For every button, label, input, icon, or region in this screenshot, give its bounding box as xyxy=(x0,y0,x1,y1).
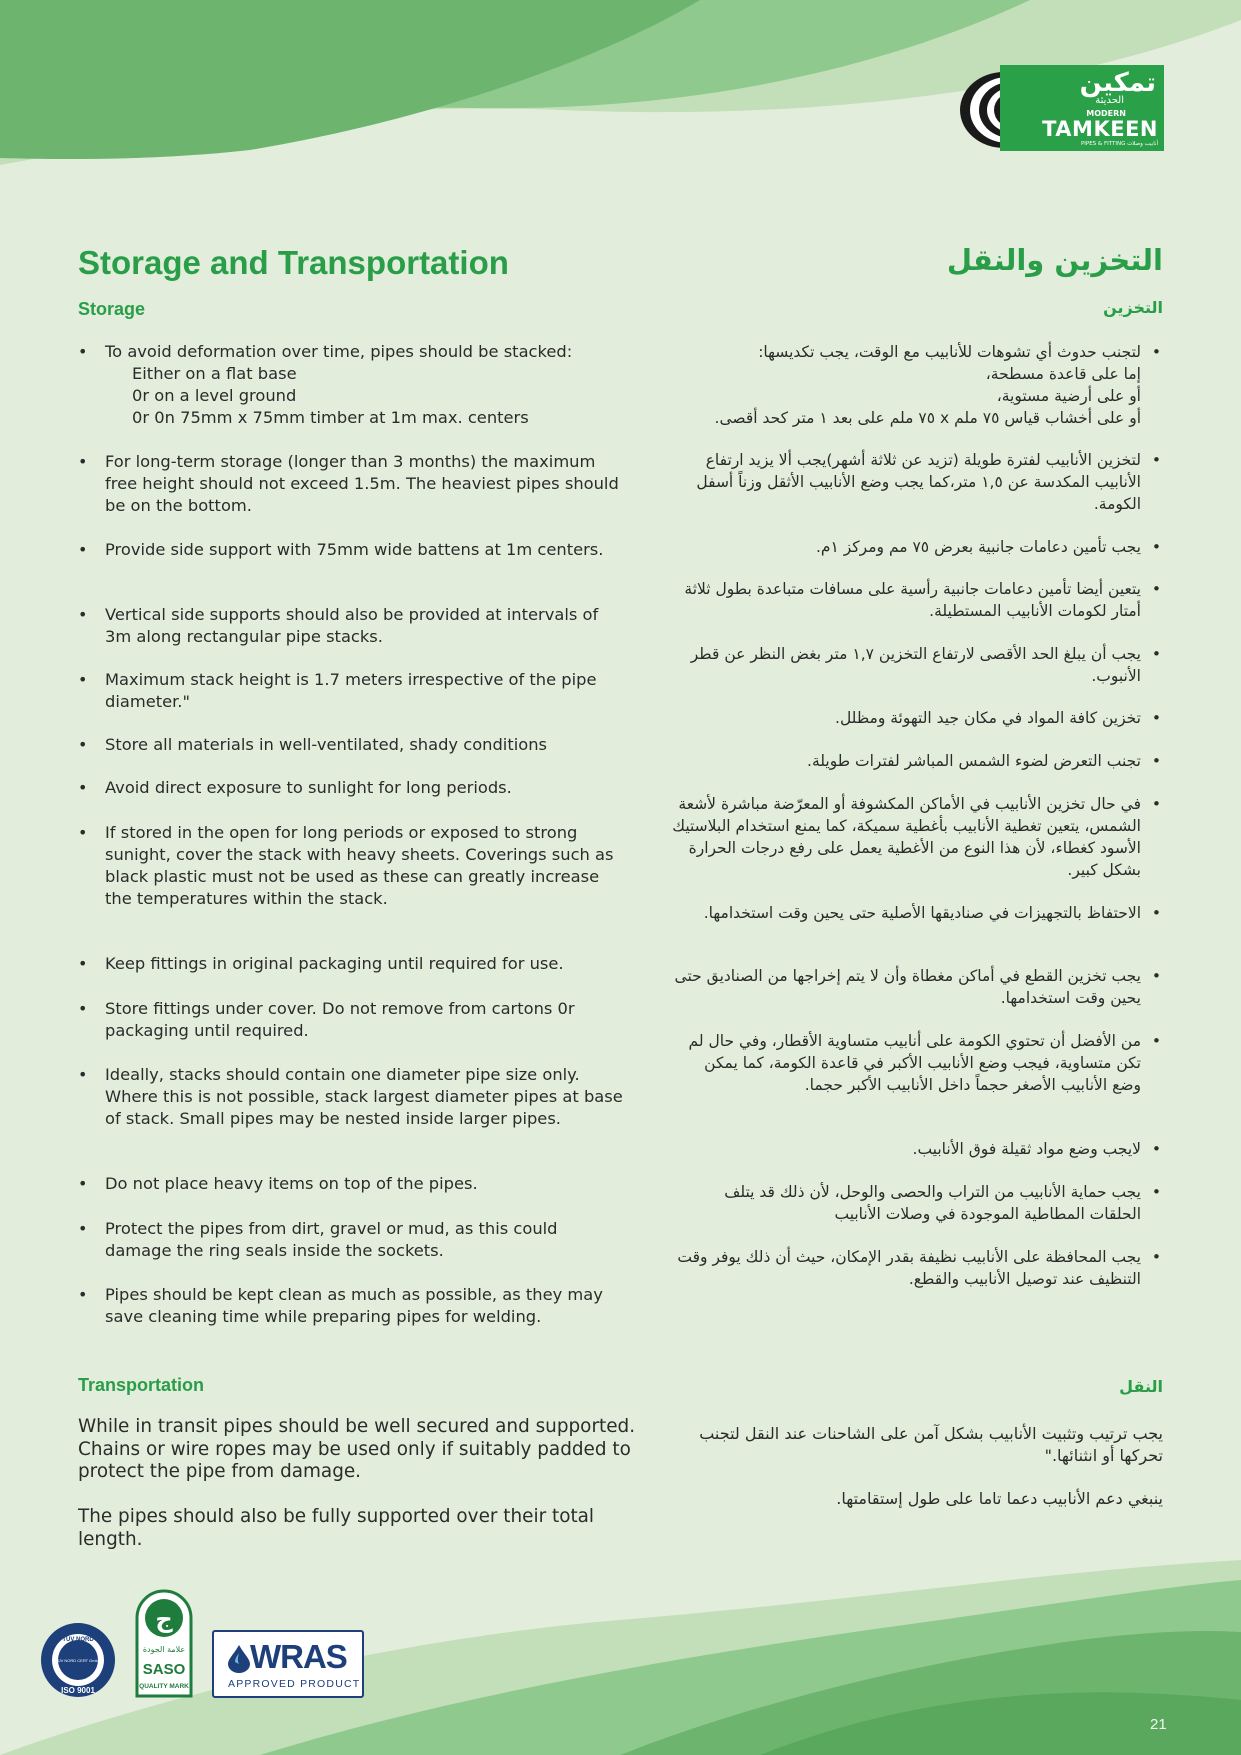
list-item: • Avoid direct exposure to sunlight for long periods. xyxy=(78,777,625,799)
list-subitem: أو على أرضية مستوية، xyxy=(996,387,1141,405)
list-item: • يجب حماية الأنابيب من التراب والحصى والوحل، لأن ذلك قد يتلف الحلقات المطاطية الموجودة في وصلات الأنابيب xyxy=(671,1181,1163,1225)
transport-paragraph-en: While in transit pipes should be well secured and supported. Chains or wire ropes may be used only if suitably padded to protect the pipe from damage. xyxy=(78,1416,636,1482)
wras-text: WRAS xyxy=(250,1638,347,1675)
list-item: • تخزين كافة المواد في مكان جيد التهوئة ومظلل. xyxy=(541,707,1163,729)
list-item: • يجب المحافظة على الأنابيب نظيفة بقدر الإمكان، حيث أن ذلك يوفر وقت التنظيف عند توصيل الأنابيب والقطع. xyxy=(671,1246,1163,1290)
list-item: • لتخزين الأنابيب لفترة طويلة (تزيد عن ثلاثة أشهر)يجب ألا يزيد ارتفاع الأنابيب المكدسة عن ١,٥ متر،كما يجب وضع الأنابيب الأثقل وزناً أسفل الكومة. xyxy=(671,449,1163,515)
list-item: • يجب تأمين دعامات جانبية بعرض ٧٥ مم ومركز ١م. xyxy=(541,536,1163,558)
saso-text: SASO xyxy=(142,1661,186,1678)
list-subitem: 0r 0n 75mm x 75mm timber at 1m max. centers xyxy=(132,408,529,427)
list-item: • Keep fittings in original packaging until required for use. xyxy=(78,953,625,975)
page-number: 21 xyxy=(1150,1716,1167,1733)
list-item: • يتعين أيضا تأمين دعامات جانبية رأسية على مسافات متباعدة بطول ثلاثة أمتار لكومات الأنابيب المستطيلة. xyxy=(671,578,1163,622)
list-subitem: إما على قاعدة مسطحة، xyxy=(985,365,1141,383)
logo-arabic-sub: الحديثة xyxy=(1095,95,1124,106)
logo-green-box xyxy=(1000,65,1164,151)
list-item: • Protect the pipes from dirt, gravel or mud, as this could damage the ring seals inside the sockets. xyxy=(78,1218,625,1262)
list-item-text: To avoid deformation over time, pipes should be stacked: xyxy=(105,342,573,361)
saso-glyph: ج xyxy=(155,1605,173,1633)
logo-tagline: PIPES & FITTING أنابيب وصلات xyxy=(1080,141,1158,147)
list-subitem: Either on a flat base xyxy=(132,364,297,383)
list-item: • Store fittings under cover. Do not remove from cartons 0r packaging until required. xyxy=(78,998,625,1042)
list-item: • Provide side support with 75mm wide battens at 1m centers. xyxy=(78,539,625,561)
tuv-top-text: TÜV NORD xyxy=(62,1637,94,1643)
list-item: • Ideally, stacks should contain one diameter pipe size only. Where this is not possible, stack largest diameter pipes at base of stack. Small pipes may be nested inside larger pipes. xyxy=(78,1064,625,1130)
list-item: • لايجب وضع مواد ثقيلة فوق الأنابيب. xyxy=(541,1138,1163,1160)
transport-paragraph-en: The pipes should also be fully supported over their total length. xyxy=(78,1506,595,1550)
list-item: • Pipes should be kept clean as much as possible, as they may save cleaning time while preparing pipes for welding. xyxy=(78,1284,625,1328)
list-item: • If stored in the open for long periods or exposed to strong sunight, cover the stack with heavy sheets. Coverings such as black plastic must not be used as these can greatly increase the temperatures within the stack. xyxy=(78,822,625,910)
transport-paragraph-ar: يجب ترتيب وتثبيت الأنابيب بشكل آمن على الشاحنات عند النقل لتجنب تحركها أو انثنائها." xyxy=(699,1424,1163,1465)
list-item: • Store all materials in well-ventilated, shady conditions xyxy=(78,734,625,756)
list-subitem: 0r on a level ground xyxy=(132,386,297,405)
wras-sub: APPROVED PRODUCT xyxy=(228,1678,361,1690)
list-item: • Vertical side supports should also be provided at intervals of 3m along rectangular pipe stacks. xyxy=(78,604,625,648)
list-item: • يجب تخزين القطع في أماكن مغطاة وأن لا يتم إخراجها من الصناديق حتى يحين وقت استخدامها. xyxy=(671,965,1163,1009)
list-item: • الاحتفاظ بالتجهيزات في صناديقها الأصلية حتى يحين وقت استخدامها. xyxy=(671,902,1163,924)
logo-modern: MODERN xyxy=(1086,109,1126,118)
water-drop-icon xyxy=(226,1644,252,1674)
tuv-mid-text: TÜV NORD CERT GmbH xyxy=(55,1658,101,1663)
list-item: • Do not place heavy items on top of the pipes. xyxy=(78,1173,625,1195)
saso-quality-badge xyxy=(135,1588,193,1698)
saso-sub: QUALITY MARK xyxy=(139,1683,189,1690)
saso-arabic: علامة الجودة xyxy=(142,1645,186,1654)
list-item: • في حال تخزين الأنابيب في الأماكن المكشوفة أو المعرّضة مباشرة لأشعة الشمس، يتعين تغطية الأنابيب بأغطية سميكة، كما يمنع استخدام البلاستيك الأسود كغطاء، لأن هذا النوع من الأغطية يعمل على رفع درجات الحرارة بشكل كبير. xyxy=(671,793,1163,881)
page-title-ar: التخزين والنقل xyxy=(946,243,1163,277)
transport-heading-en: Transportation xyxy=(78,1375,205,1395)
transport-paragraph-ar: ينبغي دعم الأنابيب دعما تاما على طول إستقامتها. xyxy=(836,1489,1163,1508)
storage-heading-ar: التخزين xyxy=(1103,298,1163,317)
storage-heading-en: Storage xyxy=(78,299,146,319)
list-item: • من الأفضل أن تحتوي الكومة على أنابيب متساوية الأقطار، وفي حال لم تكن متساوية، فيجب وضع الأنابيب الأكبر في قاعدة الكومة، كما يمكن وضع الأنابيب الأصغر حجماً داخل الأنابيب الأكبر حجما. xyxy=(671,1030,1163,1096)
page-title-en: Storage and Transportation xyxy=(78,244,509,281)
list-item xyxy=(541,341,1163,429)
company-logo xyxy=(958,63,1164,153)
tuv-iso-text: ISO 9001 xyxy=(61,1686,95,1695)
english-column xyxy=(78,243,638,1550)
list-item: • Maximum stack height is 1.7 meters irrespective of the pipe diameter." xyxy=(78,669,625,713)
list-item: • يجب أن يبلغ الحد الأقصى لارتفاع التخزين ١,٧ متر بغض النظر عن قطر الأنبوب. xyxy=(671,643,1163,687)
tuv-iso-badge xyxy=(40,1622,116,1698)
wras-badge xyxy=(212,1630,364,1698)
logo-arabic-name: تمكين xyxy=(1079,68,1156,98)
list-item: • For long-term storage (longer than 3 months) the maximum free height should not exceed 1.5m. The heaviest pipes should be on the bottom. xyxy=(78,451,625,517)
logo-tamkeen: TAMKEEN xyxy=(1042,117,1158,141)
list-item-text: لتجنب حدوث أي تشوهات للأنابيب مع الوقت، يجب تكديسها: xyxy=(758,343,1141,361)
list-subitem: أو على أخشاب قياس ٧٥ ملم x ٧٥ ملم على بعد ١ متر كحد أقصى. xyxy=(714,409,1141,427)
list-item: • تجنب التعرض لضوء الشمس المباشر لفترات طويلة. xyxy=(541,750,1163,772)
transport-heading-ar: النقل xyxy=(1119,1377,1163,1396)
